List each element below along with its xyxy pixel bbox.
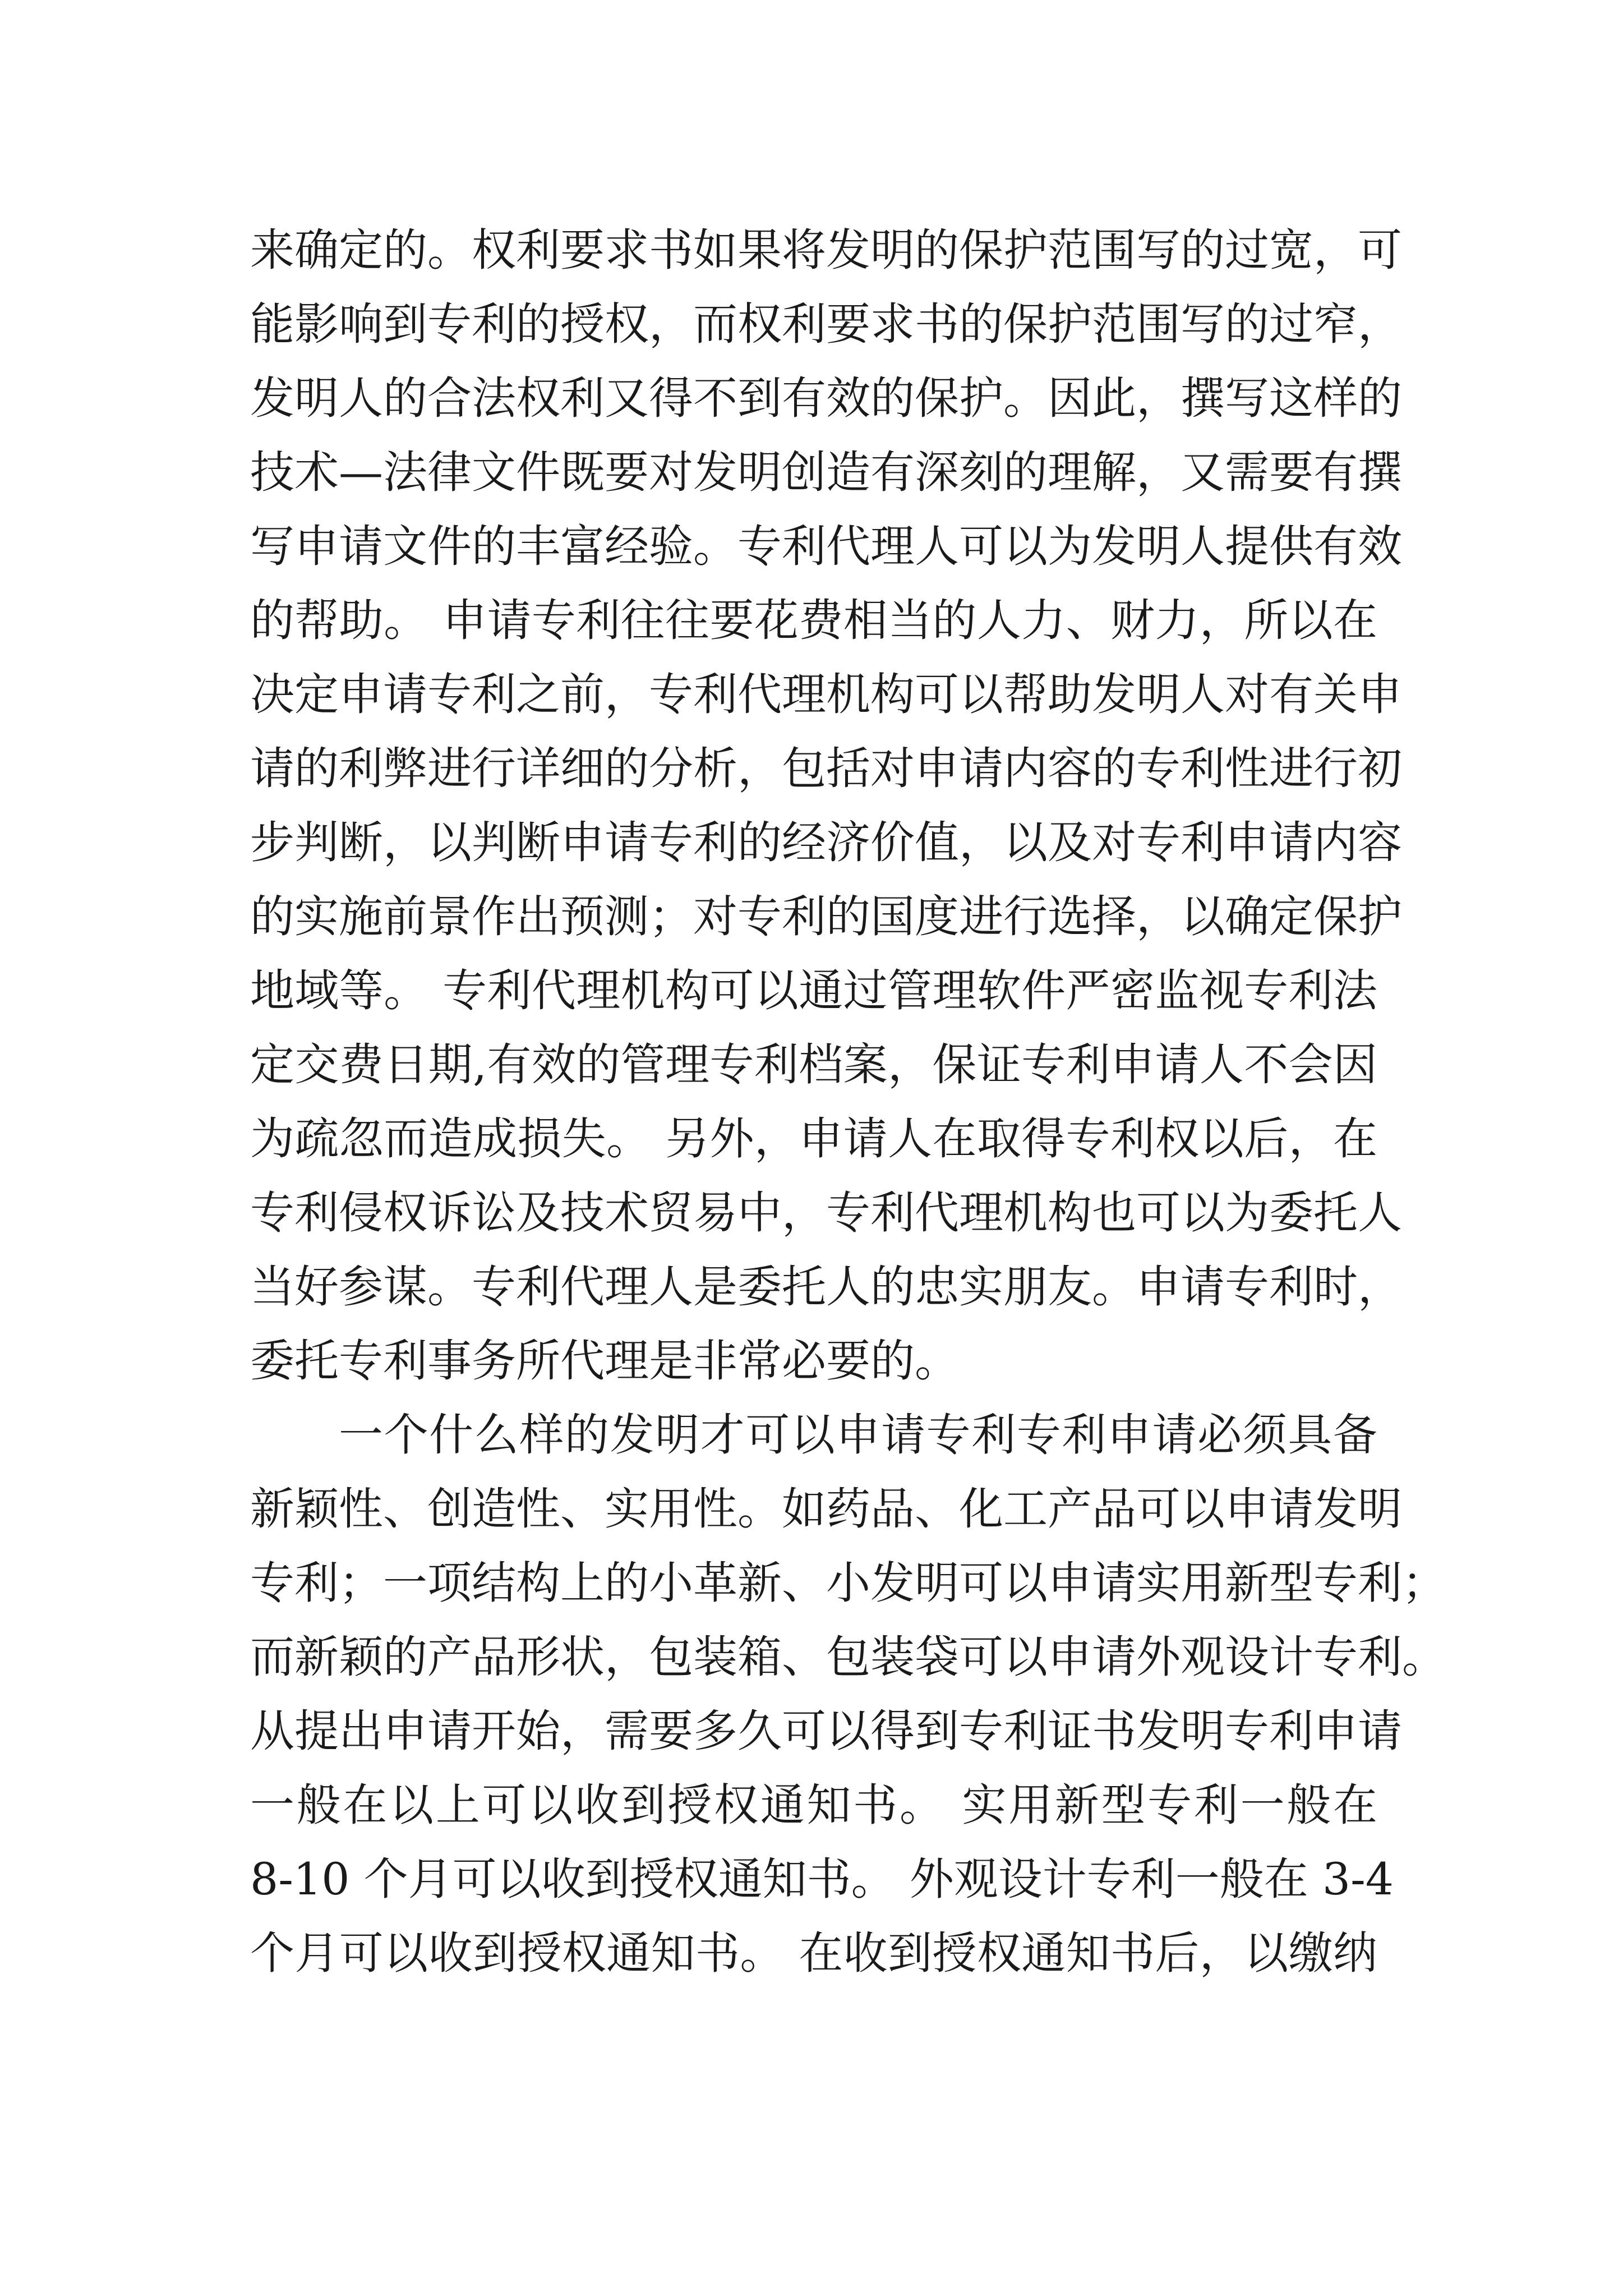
text-line: 步判断，以判断申请专利的经济价值，以及对专利申请内容 xyxy=(250,817,1402,868)
text-line: 而新颖的产品形状，包装箱、包装袋可以申请外观设计专利。 xyxy=(250,1631,1446,1683)
paragraph-start-line: 一个什么样的发明才可以申请专利专利申请必须具备 xyxy=(339,1409,1377,1461)
text-line: 新颖性、创造性、实用性。如药品、化工产品可以申请发明 xyxy=(250,1483,1402,1535)
text-line: 地域等。 专利代理机构可以通过管理软件严密监视专利法 xyxy=(250,965,1377,1016)
text-line: 专利侵权诉讼及技术贸易中，专利代理机构也可以为委托人 xyxy=(250,1187,1402,1239)
text-line: 决定申请专利之前，专利代理机构可以帮助发明人对有关申 xyxy=(250,669,1402,720)
text-line: 能影响到专利的授权，而权利要求书的保护范围写的过窄， xyxy=(250,298,1402,350)
text-line: 的实施前景作出预测；对专利的国度进行选择，以确定保护 xyxy=(250,891,1402,942)
text-line: 技术—法律文件既要对发明创造有深刻的理解，又需要有撰 xyxy=(250,447,1402,498)
text-line: 发明人的合法权利又得不到有效的保护。因此，撰写这样的 xyxy=(250,372,1402,424)
text-line: 8-10 个月可以收到授权通知书。 外观设计专利一般在 3-4 xyxy=(250,1853,1394,1905)
body-text xyxy=(250,213,1446,1990)
text-line: 为疏忽而造成损失。 另外，申请人在取得专利权以后，在 xyxy=(250,1113,1377,1165)
text-line: 专利；一项结构上的小革新、小发明可以申请实用新型专利； xyxy=(250,1557,1446,1609)
text-line: 的帮助。 申请专利往往要花费相当的人力、财力，所以在 xyxy=(250,595,1377,646)
text-line: 当好参谋。专利代理人是委托人的忠实朋友。申请专利时， xyxy=(250,1261,1402,1313)
text-line: 写申请文件的丰富经验。专利代理人可以为发明人提供有效 xyxy=(250,521,1402,572)
paragraph-end-line: 委托专利事务所代理是非常必要的。 xyxy=(250,1335,959,1387)
text-line: 从提出申请开始，需要多久可以得到专利证书发明专利申请 xyxy=(250,1705,1402,1757)
text-line: 请的利弊进行详细的分析，包括对申请内容的专利性进行初 xyxy=(250,743,1402,794)
text-line: 个月可以收到授权通知书。 在收到授权通知书后，以缴纳 xyxy=(250,1927,1377,1979)
text-line: 来确定的。权利要求书如果将发明的保护范围写的过宽，可 xyxy=(250,224,1402,276)
text-line: 定交费日期,有效的管理专利档案，保证专利申请人不会因 xyxy=(250,1039,1377,1091)
text-line: 一般在以上可以收到授权通知书。 实用新型专利一般在 xyxy=(250,1779,1377,1831)
